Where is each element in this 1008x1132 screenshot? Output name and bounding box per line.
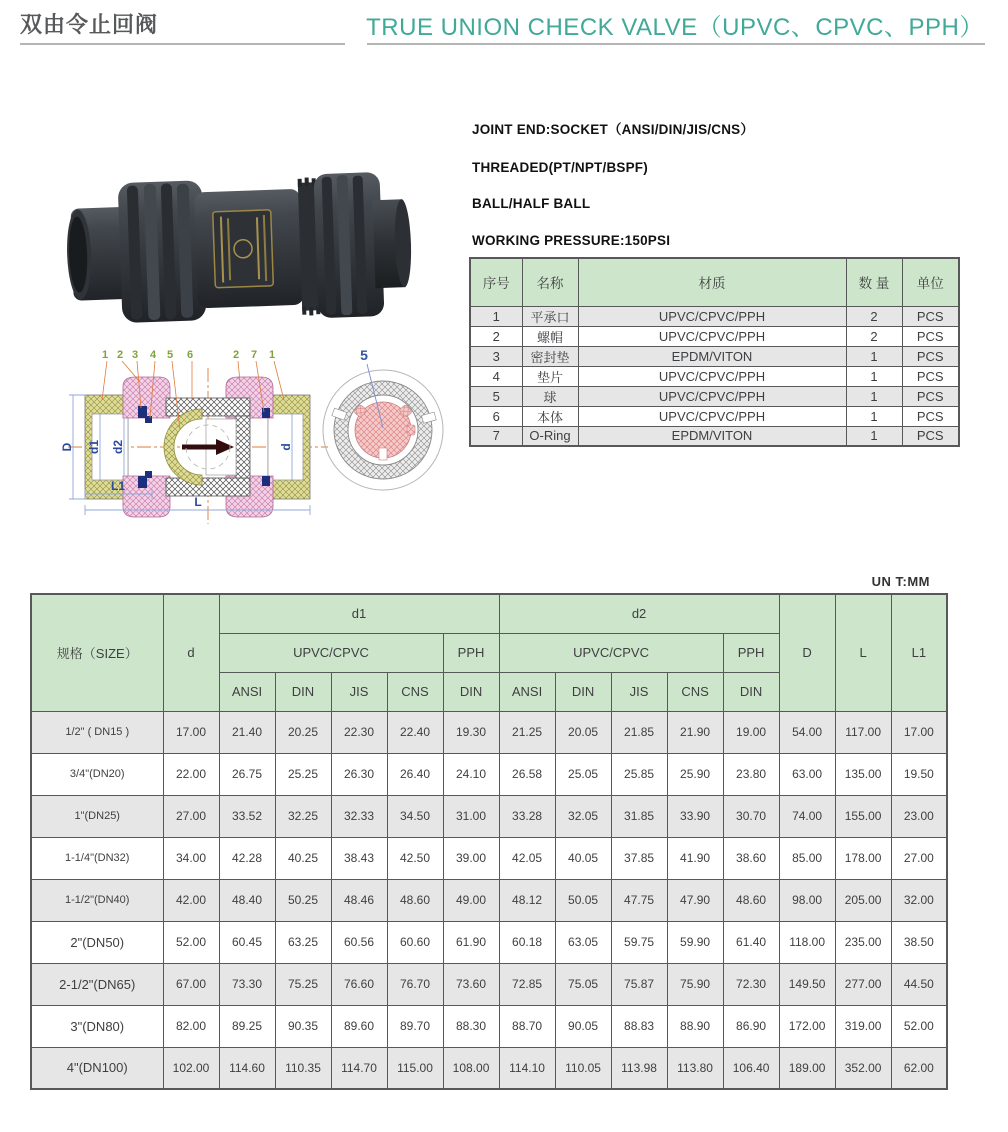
dim-value-cell: 19.00 (723, 711, 779, 753)
header-L1: L1 (891, 594, 947, 711)
dim-value-cell: 25.85 (611, 753, 667, 795)
header-pph-2: PPH (723, 633, 779, 672)
dim-value-cell: 102.00 (163, 1047, 219, 1089)
size-cell: 4"(DN100) (31, 1047, 163, 1089)
part-unit: PCS (902, 386, 959, 406)
dim-value-cell: 22.30 (331, 711, 387, 753)
page-title-chinese: 双由令止回阀 (20, 12, 159, 37)
part-qty: 1 (846, 406, 902, 426)
dim-value-cell: 67.00 (163, 963, 219, 1005)
callout-1b: 1 (268, 349, 276, 361)
spec-line: JOINT END:SOCKET（ANSI/DIN/JIS/CNS） (472, 122, 755, 137)
parts-row (470, 426, 959, 446)
dim-value-cell: 85.00 (779, 837, 835, 879)
callout-2: 2 (116, 349, 124, 361)
part-qty: 1 (846, 346, 902, 366)
dim-value-cell: 25.05 (555, 753, 611, 795)
dim-value-cell: 60.60 (387, 921, 443, 963)
size-cell: 2-1/2"(DN65) (31, 963, 163, 1005)
dim-value-cell: 88.30 (443, 1005, 499, 1047)
dim-label-L1: L1 (110, 479, 126, 493)
dim-value-cell: 42.05 (499, 837, 555, 879)
header-D: D (779, 594, 835, 711)
dim-value-cell: 17.00 (163, 711, 219, 753)
dim-label-d2: d2 (111, 439, 125, 455)
standard-header-cell: ANSI (219, 672, 275, 711)
part-no: 5 (470, 386, 522, 406)
dim-value-cell: 89.25 (219, 1005, 275, 1047)
dimensions-table (30, 593, 948, 1090)
dim-value-cell: 63.25 (275, 921, 331, 963)
dim-value-cell: 59.90 (667, 921, 723, 963)
dim-value-cell: 106.40 (723, 1047, 779, 1089)
parts-header-cell: 单位 (902, 258, 959, 306)
dim-value-cell: 33.90 (667, 795, 723, 837)
spec-list (472, 118, 754, 269)
dim-value-cell: 110.05 (555, 1047, 611, 1089)
dim-value-cell: 49.00 (443, 879, 499, 921)
dim-label-d: d (279, 443, 293, 451)
spec-line: BALL/HALF BALL (472, 196, 591, 211)
dim-value-cell: 32.33 (331, 795, 387, 837)
dim-value-cell: 63.05 (555, 921, 611, 963)
dim-value-cell: 47.90 (667, 879, 723, 921)
dim-value-cell: 52.00 (891, 1005, 947, 1047)
dim-value-cell: 189.00 (779, 1047, 835, 1089)
size-cell: 1/2" ( DN15 ) (31, 711, 163, 753)
dim-value-cell: 23.00 (891, 795, 947, 837)
part-material: EPDM/VITON (578, 346, 846, 366)
parts-table (469, 257, 960, 447)
dim-value-cell: 48.60 (723, 879, 779, 921)
technical-drawing (40, 342, 480, 532)
dim-value-cell: 178.00 (835, 837, 891, 879)
dim-value-cell: 352.00 (835, 1047, 891, 1089)
dim-value-cell: 60.18 (499, 921, 555, 963)
dim-value-cell: 34.50 (387, 795, 443, 837)
standard-header-cell: DIN (443, 672, 499, 711)
end-view-callout-5: 5 (360, 347, 368, 363)
header-divider-left (20, 43, 345, 45)
dim-value-cell: 54.00 (779, 711, 835, 753)
standard-header-cell: DIN (723, 672, 779, 711)
dim-value-cell: 72.85 (499, 963, 555, 1005)
part-unit: PCS (902, 366, 959, 386)
part-qty: 1 (846, 426, 902, 446)
dim-value-cell: 31.00 (443, 795, 499, 837)
standard-header-cell: CNS (387, 672, 443, 711)
parts-header-row (470, 258, 959, 306)
dim-value-cell: 42.00 (163, 879, 219, 921)
dim-value-cell: 50.05 (555, 879, 611, 921)
dim-value-cell: 73.60 (443, 963, 499, 1005)
part-unit: PCS (902, 426, 959, 446)
parts-header-cell: 材质 (578, 258, 846, 306)
parts-row (470, 406, 959, 426)
dim-value-cell: 60.56 (331, 921, 387, 963)
callout-6: 6 (186, 349, 194, 361)
part-qty: 2 (846, 306, 902, 326)
dim-value-cell: 22.40 (387, 711, 443, 753)
part-name: 螺帽 (522, 326, 578, 346)
dim-value-cell: 113.80 (667, 1047, 723, 1089)
dim-value-cell: 26.75 (219, 753, 275, 795)
dim-value-cell: 40.25 (275, 837, 331, 879)
dim-value-cell: 48.60 (387, 879, 443, 921)
dim-value-cell: 89.70 (387, 1005, 443, 1047)
dim-value-cell: 44.50 (891, 963, 947, 1005)
parts-row (470, 386, 959, 406)
standard-header-cell: ANSI (499, 672, 555, 711)
size-cell: 1-1/2"(DN40) (31, 879, 163, 921)
dim-value-cell: 52.00 (163, 921, 219, 963)
dim-label-d1: d1 (87, 439, 101, 455)
callout-1: 1 (101, 349, 109, 361)
dim-value-cell: 60.45 (219, 921, 275, 963)
dim-value-cell: 89.60 (331, 1005, 387, 1047)
part-name: 球 (522, 386, 578, 406)
dims-row (31, 963, 947, 1005)
header-size: 规格（SIZE） (31, 594, 163, 711)
size-cell: 1"(DN25) (31, 795, 163, 837)
dim-value-cell: 19.30 (443, 711, 499, 753)
dim-value-cell: 30.70 (723, 795, 779, 837)
callout-7: 7 (250, 349, 258, 361)
dim-value-cell: 21.90 (667, 711, 723, 753)
dim-value-cell: 88.83 (611, 1005, 667, 1047)
dim-value-cell: 114.10 (499, 1047, 555, 1089)
part-name: O-Ring (522, 426, 578, 446)
standard-header-cell: CNS (667, 672, 723, 711)
dim-value-cell: 73.30 (219, 963, 275, 1005)
part-unit: PCS (902, 346, 959, 366)
dim-value-cell: 41.90 (667, 837, 723, 879)
dim-value-cell: 23.80 (723, 753, 779, 795)
part-name: 垫片 (522, 366, 578, 386)
callout-5: 5 (166, 349, 174, 361)
dims-row (31, 1005, 947, 1047)
dim-value-cell: 75.90 (667, 963, 723, 1005)
header-d2-group: d2 (499, 594, 779, 633)
callout-2b: 2 (232, 349, 240, 361)
part-name: 本体 (522, 406, 578, 426)
part-name: 密封垫 (522, 346, 578, 366)
unit-note: UN T:MM (871, 574, 930, 589)
dim-label-D: D (60, 442, 74, 452)
part-material: UPVC/CPVC/PPH (578, 406, 846, 426)
dim-value-cell: 19.50 (891, 753, 947, 795)
dim-value-cell: 98.00 (779, 879, 835, 921)
dim-value-cell: 59.75 (611, 921, 667, 963)
dim-value-cell: 26.58 (499, 753, 555, 795)
part-material: UPVC/CPVC/PPH (578, 366, 846, 386)
dim-value-cell: 21.40 (219, 711, 275, 753)
size-cell: 1-1/4"(DN32) (31, 837, 163, 879)
part-no: 4 (470, 366, 522, 386)
dim-value-cell: 37.85 (611, 837, 667, 879)
dim-value-cell: 31.85 (611, 795, 667, 837)
parts-row (470, 306, 959, 326)
page-title-english: TRUE UNION CHECK VALVE（UPVC、CPVC、PPH） (366, 14, 984, 41)
header-d1-group: d1 (219, 594, 499, 633)
dim-value-cell: 38.60 (723, 837, 779, 879)
dims-header-row-1 (31, 594, 947, 633)
dim-value-cell: 38.43 (331, 837, 387, 879)
parts-row (470, 366, 959, 386)
product-photo (62, 148, 412, 348)
dims-row (31, 879, 947, 921)
dim-value-cell: 24.10 (443, 753, 499, 795)
dim-value-cell: 235.00 (835, 921, 891, 963)
parts-row (470, 326, 959, 346)
dim-value-cell: 114.70 (331, 1047, 387, 1089)
part-material: EPDM/VITON (578, 426, 846, 446)
dim-value-cell: 48.40 (219, 879, 275, 921)
part-no: 1 (470, 306, 522, 326)
dim-value-cell: 61.90 (443, 921, 499, 963)
dim-value-cell: 118.00 (779, 921, 835, 963)
callout-4: 4 (149, 349, 157, 361)
standard-header-cell: DIN (275, 672, 331, 711)
dim-value-cell: 25.25 (275, 753, 331, 795)
dim-value-cell: 61.40 (723, 921, 779, 963)
dim-value-cell: 21.85 (611, 711, 667, 753)
dim-value-cell: 22.00 (163, 753, 219, 795)
header-L: L (835, 594, 891, 711)
valve-photo-illustration (62, 148, 412, 343)
dim-value-cell: 114.60 (219, 1047, 275, 1089)
dim-value-cell: 27.00 (163, 795, 219, 837)
part-unit: PCS (902, 326, 959, 346)
dim-value-cell: 86.90 (723, 1005, 779, 1047)
dim-value-cell: 75.25 (275, 963, 331, 1005)
size-cell: 3"(DN80) (31, 1005, 163, 1047)
dims-row (31, 837, 947, 879)
part-qty: 2 (846, 326, 902, 346)
dim-value-cell: 34.00 (163, 837, 219, 879)
dim-value-cell: 108.00 (443, 1047, 499, 1089)
dim-label-L: L (194, 495, 202, 509)
standard-header-cell: JIS (331, 672, 387, 711)
spec-line: THREADED(PT/NPT/BSPF) (472, 159, 648, 175)
parts-header-cell: 序号 (470, 258, 522, 306)
dims-row (31, 711, 947, 753)
dim-value-cell: 17.00 (891, 711, 947, 753)
dim-value-cell: 50.25 (275, 879, 331, 921)
dim-value-cell: 135.00 (835, 753, 891, 795)
dim-value-cell: 149.50 (779, 963, 835, 1005)
part-qty: 1 (846, 386, 902, 406)
dim-value-cell: 32.00 (891, 879, 947, 921)
dim-value-cell: 88.70 (499, 1005, 555, 1047)
dims-row (31, 753, 947, 795)
dim-value-cell: 117.00 (835, 711, 891, 753)
dims-row (31, 921, 947, 963)
dim-value-cell: 75.05 (555, 963, 611, 1005)
part-unit: PCS (902, 406, 959, 426)
header-d: d (163, 594, 219, 711)
dim-value-cell: 25.90 (667, 753, 723, 795)
dim-value-cell: 76.60 (331, 963, 387, 1005)
dim-value-cell: 48.46 (331, 879, 387, 921)
part-no: 6 (470, 406, 522, 426)
dim-value-cell: 33.52 (219, 795, 275, 837)
dim-value-cell: 21.25 (499, 711, 555, 753)
dim-value-cell: 76.70 (387, 963, 443, 1005)
dim-value-cell: 32.05 (555, 795, 611, 837)
header-upvc-cpvc-1: UPVC/CPVC (219, 633, 443, 672)
dim-value-cell: 277.00 (835, 963, 891, 1005)
part-name: 平承口 (522, 306, 578, 326)
part-material: UPVC/CPVC/PPH (578, 326, 846, 346)
parts-header-cell: 数 量 (846, 258, 902, 306)
dim-value-cell: 32.25 (275, 795, 331, 837)
dim-value-cell: 26.30 (331, 753, 387, 795)
spec-line: WORKING PRESSURE:150PSI (472, 232, 671, 248)
dim-value-cell: 115.00 (387, 1047, 443, 1089)
dim-value-cell: 110.35 (275, 1047, 331, 1089)
cross-section-diagram (40, 342, 480, 527)
part-no: 3 (470, 346, 522, 366)
dim-value-cell: 74.00 (779, 795, 835, 837)
parts-row (470, 346, 959, 366)
dim-value-cell: 63.00 (779, 753, 835, 795)
valve-body-photo (65, 171, 412, 327)
callout-numbers (102, 349, 275, 361)
dim-value-cell: 26.40 (387, 753, 443, 795)
part-qty: 1 (846, 366, 902, 386)
part-no: 2 (470, 326, 522, 346)
size-cell: 3/4"(DN20) (31, 753, 163, 795)
dim-value-cell: 205.00 (835, 879, 891, 921)
standard-header-cell: JIS (611, 672, 667, 711)
standard-header-cell: DIN (555, 672, 611, 711)
dim-value-cell: 172.00 (779, 1005, 835, 1047)
dim-value-cell: 42.50 (387, 837, 443, 879)
size-cell: 2"(DN50) (31, 921, 163, 963)
part-material: UPVC/CPVC/PPH (578, 386, 846, 406)
dim-value-cell: 88.90 (667, 1005, 723, 1047)
dim-value-cell: 27.00 (891, 837, 947, 879)
part-unit: PCS (902, 306, 959, 326)
ball-end-view (323, 347, 443, 490)
dim-value-cell: 113.98 (611, 1047, 667, 1089)
dim-value-cell: 319.00 (835, 1005, 891, 1047)
parts-header-cell: 名称 (522, 258, 578, 306)
dim-value-cell: 155.00 (835, 795, 891, 837)
dim-value-cell: 47.75 (611, 879, 667, 921)
dim-value-cell: 20.05 (555, 711, 611, 753)
part-material: UPVC/CPVC/PPH (578, 306, 846, 326)
callout-3: 3 (131, 349, 139, 361)
dim-value-cell: 90.05 (555, 1005, 611, 1047)
part-no: 7 (470, 426, 522, 446)
dim-value-cell: 62.00 (891, 1047, 947, 1089)
dim-value-cell: 72.30 (723, 963, 779, 1005)
dims-row (31, 1047, 947, 1089)
dim-value-cell: 38.50 (891, 921, 947, 963)
dim-value-cell: 48.12 (499, 879, 555, 921)
dim-value-cell: 20.25 (275, 711, 331, 753)
dim-value-cell: 39.00 (443, 837, 499, 879)
header-upvc-cpvc-2: UPVC/CPVC (499, 633, 723, 672)
header-divider-right (367, 43, 985, 45)
dims-row (31, 795, 947, 837)
dim-value-cell: 33.28 (499, 795, 555, 837)
dim-value-cell: 40.05 (555, 837, 611, 879)
dim-value-cell: 82.00 (163, 1005, 219, 1047)
dim-value-cell: 42.28 (219, 837, 275, 879)
header-pph-1: PPH (443, 633, 499, 672)
dim-value-cell: 90.35 (275, 1005, 331, 1047)
dim-value-cell: 75.87 (611, 963, 667, 1005)
